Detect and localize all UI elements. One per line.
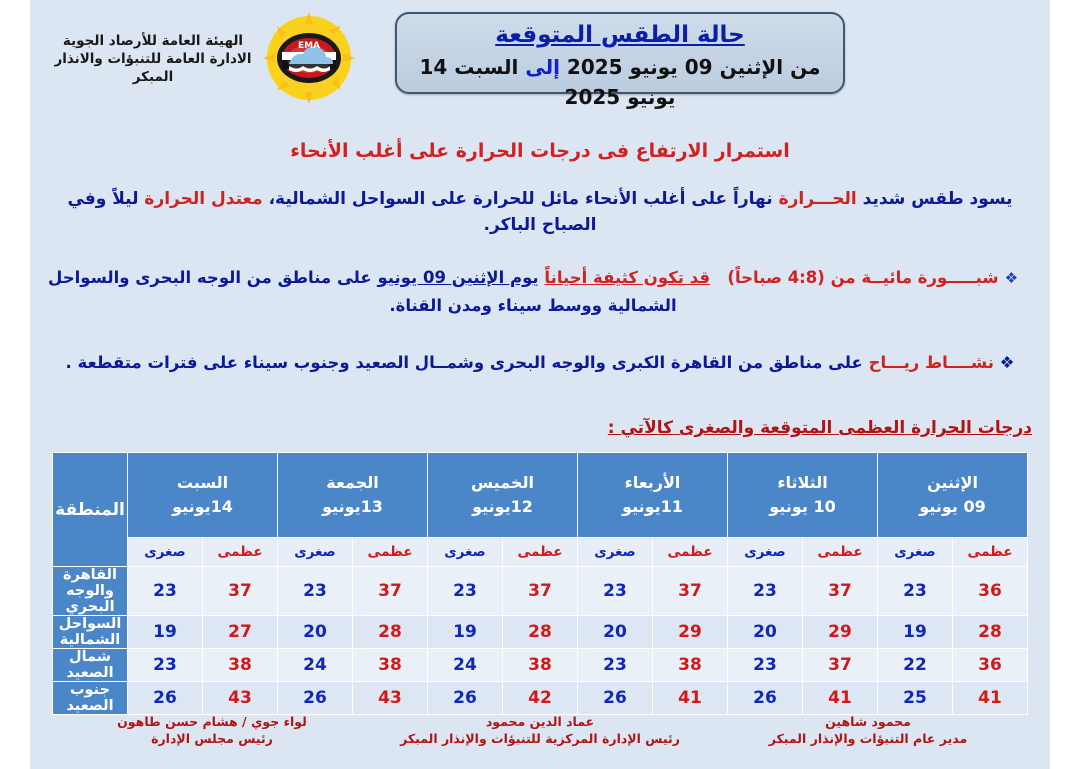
summary-part-3: ليلاً وفي الصباح الباكر. [67,189,597,235]
bullet-marker-icon: ❖ [1004,269,1019,287]
max-temp-cell: 37 [353,567,428,616]
summary-highlight-2: معتدل الحرارة [144,189,263,209]
max-temp-cell: 37 [503,567,578,616]
day-name: الخميس [471,473,534,492]
min-temp-cell: 23 [428,567,503,616]
max-temp-cell: 28 [353,616,428,649]
min-temp-cell: 26 [428,682,503,715]
day-header-5 [278,453,428,538]
min-label-3: صغرى [578,538,653,567]
day-header-2 [728,453,878,538]
signature-name: عماد الدين محمود [485,714,595,729]
max-temp-cell: 36 [953,567,1028,616]
wind-highlight: نشــــاط ريـــاح [868,353,994,372]
region-cell: شمال الصعيد [53,649,128,682]
max-label-4: عظمى [503,538,578,567]
min-temp-cell: 26 [278,682,353,715]
day-date: 11يونيو [622,497,683,516]
day-date: 13يونيو [322,497,383,516]
min-temp-cell: 23 [728,567,803,616]
min-temp-cell: 26 [128,682,203,715]
max-temp-cell: 29 [803,616,878,649]
min-temp-cell: 23 [728,649,803,682]
bullet-item-fog [48,264,1032,319]
ema-logo-icon [263,12,355,104]
min-temp-cell: 22 [878,649,953,682]
signature-title: رئيس مجلس الإدارة [151,731,273,746]
day-header-1 [878,453,1028,538]
min-temp-cell: 20 [728,616,803,649]
min-temp-cell: 19 [128,616,203,649]
fog-rest: على مناطق من الوجه البحرى والسواحل الشمالية ووسط سيناء ومدن القناة. [48,268,677,315]
signature-title: رئيس الإدارة المركزية للتنبؤات والإنذار المبكر [400,731,680,746]
signature-name: محمود شاهين [825,714,911,729]
max-temp-cell: 41 [803,682,878,715]
region-cell: جنوب الصعيد [53,682,128,715]
organization-line-1: الهيئة العامة للأرصاد الجوية [62,33,244,49]
max-label-2: عظمى [803,538,878,567]
max-temp-cell: 42 [503,682,578,715]
signature-block-3 [48,713,376,747]
fog-day-underline: يوم الإثنين 09 يونيو [377,268,539,287]
min-temp-cell: 19 [428,616,503,649]
table-body [53,567,1028,715]
day-name: الأربعاء [624,473,681,492]
signature-title: مدير عام التنبؤات والإنذار المبكر [768,731,968,746]
min-label-5: صغرى [278,538,353,567]
max-temp-cell: 38 [503,649,578,682]
day-name: الثلاثاء [777,473,828,492]
organization-name [38,32,268,86]
region-cell: القاهرة والوجه البحري [53,567,128,616]
min-temp-cell: 23 [578,567,653,616]
temperature-table-wrapper [48,452,1032,715]
min-temp-cell: 20 [278,616,353,649]
table-heading: درجات الحرارة العظمى المتوقعة والصغرى كالآتي : [607,418,1032,438]
region-cell: السواحل الشمالية [53,616,128,649]
page-margin-right [1050,0,1080,769]
max-temp-cell: 41 [653,682,728,715]
max-temp-cell: 38 [653,649,728,682]
day-name: السبت [176,473,229,492]
day-header-3 [578,453,728,538]
table-row [53,649,1028,682]
max-label-3: عظمى [653,538,728,567]
max-temp-cell: 37 [203,567,278,616]
signature-block-2 [376,713,704,747]
min-temp-cell: 19 [878,616,953,649]
day-date: 12يونيو [472,497,533,516]
day-header-4 [428,453,578,538]
wind-rest: على مناطق من القاهرة الكبرى والوجه البحرى وشمــال الصعيد وجنوب سيناء على فترات متقطعة . [65,353,863,372]
table-row [53,682,1028,715]
fog-underline-red: قد تكون كثيفة أحياناً [544,268,711,287]
forecast-sheet [30,0,1050,769]
headline-text: استمرار الارتفاع فى درجات الحرارة على أغلب الأنحاء [290,140,790,162]
page-margin-left [0,0,30,769]
day-date: 14يونيو [172,497,233,516]
min-temp-cell: 25 [878,682,953,715]
min-temp-cell: 23 [578,649,653,682]
min-label-1: صغرى [878,538,953,567]
max-label-6: عظمى [203,538,278,567]
table-row [53,616,1028,649]
signature-name: لواء جوي / هشام حسن طاهون [117,714,307,729]
table-head-row-minmax [53,538,1028,567]
page-header [30,0,1050,118]
min-label-6: صغرى [128,538,203,567]
min-temp-cell: 23 [128,649,203,682]
day-name: الإثنين [927,473,978,492]
max-temp-cell: 41 [953,682,1028,715]
table-row [53,567,1028,616]
max-temp-cell: 37 [653,567,728,616]
signature-block-1 [704,713,1032,747]
min-temp-cell: 23 [878,567,953,616]
summary-paragraph [48,186,1032,238]
max-temp-cell: 43 [353,682,428,715]
max-temp-cell: 28 [953,616,1028,649]
bullet-item-wind [48,349,1032,376]
min-temp-cell: 23 [128,567,203,616]
title-box [395,12,845,109]
max-temp-cell: 29 [653,616,728,649]
temperature-table [52,452,1028,715]
max-temp-cell: 38 [203,649,278,682]
table-head [53,453,1028,567]
fog-highlight: شبـــــورة مائيــة من (4:8 صباحاً) [727,268,999,287]
page-title: حالة الطقس المتوقعة [495,22,745,48]
max-label-1: عظمى [953,538,1028,567]
summary-highlight-1: الحـــرارة [778,189,857,209]
min-temp-cell: 24 [428,649,503,682]
day-date: 10 يونيو [769,497,836,516]
max-temp-cell: 38 [353,649,428,682]
period-start: من الإثنين 09 يونيو 2025 [566,55,821,79]
period-end: السبت 14 يونيو 2025 [419,55,676,109]
forecast-period [397,52,843,112]
min-temp-cell: 20 [578,616,653,649]
max-temp-cell: 37 [803,567,878,616]
max-label-5: عظمى [353,538,428,567]
region-column-header: المنطقة [53,453,128,567]
max-temp-cell: 36 [953,649,1028,682]
min-label-4: صغرى [428,538,503,567]
bullet-marker-icon-2: ❖ [999,353,1015,372]
summary-part-2: نهاراً على أغلب الأنحاء مائل للحرارة على السواحل الشمالية، [262,189,779,209]
signature-footer [48,713,1032,747]
min-temp-cell: 26 [728,682,803,715]
max-temp-cell: 43 [203,682,278,715]
min-label-2: صغرى [728,538,803,567]
min-temp-cell: 24 [278,649,353,682]
min-temp-cell: 23 [278,567,353,616]
day-header-6 [128,453,278,538]
body-area [30,140,1050,715]
summary-part-1: يسود طقس شديد [856,189,1013,209]
logo-text: EMA [297,41,321,51]
table-head-row-days [53,453,1028,538]
max-temp-cell: 37 [803,649,878,682]
min-temp-cell: 26 [578,682,653,715]
max-temp-cell: 28 [503,616,578,649]
period-connector: إلى [525,55,560,79]
organization-line-2: الادارة العامة للتنبؤات والانذار المبكر [54,51,252,85]
max-temp-cell: 27 [203,616,278,649]
day-name: الجمعة [326,473,379,492]
day-date: 09 يونيو [919,497,986,516]
